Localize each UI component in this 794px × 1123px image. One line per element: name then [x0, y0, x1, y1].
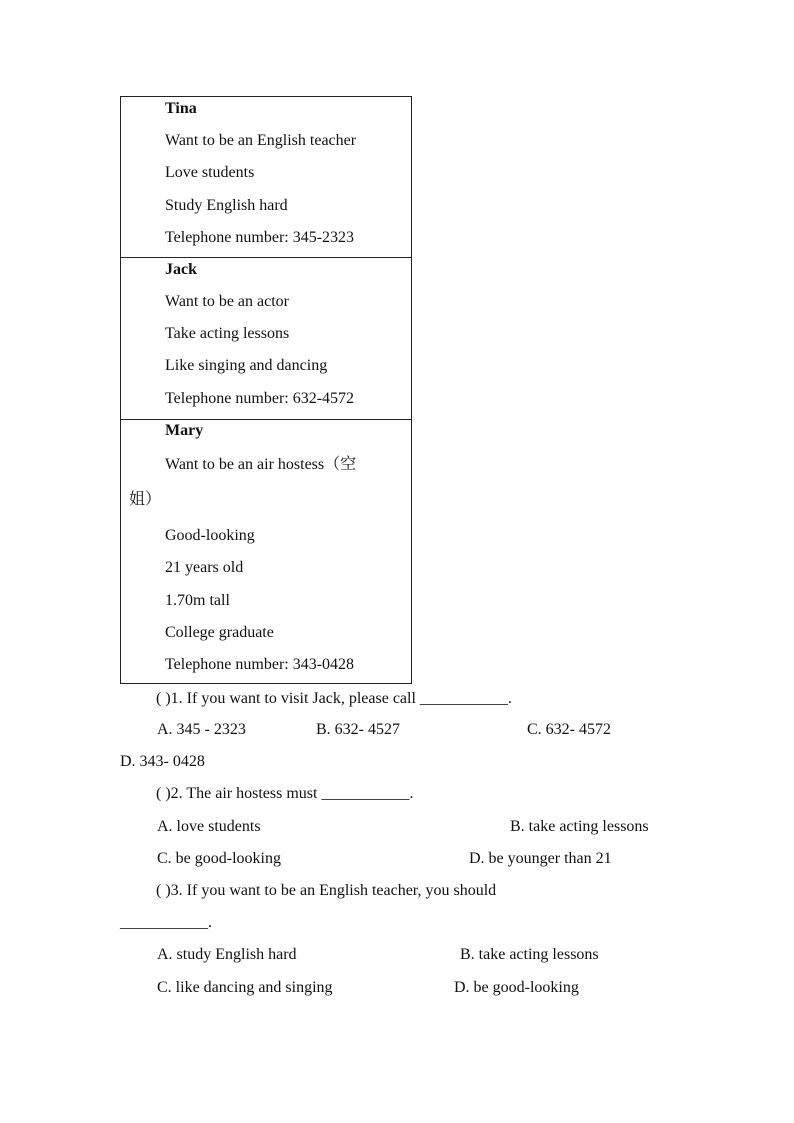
question-2-option-c: C. be good-looking: [157, 850, 281, 867]
profile-line: Want to be an actor: [165, 293, 289, 310]
profile-line: 1.70m tall: [165, 592, 230, 609]
question-3-option-d: D. be good-looking: [454, 979, 579, 996]
question-3-option-c: C. like dancing and singing: [157, 979, 333, 996]
question-2-option-a: A. love students: [157, 818, 261, 835]
profile-line: College graduate: [165, 624, 274, 641]
question-1-option-c: C. 632- 4572: [527, 721, 611, 738]
question-2-option-b: B. take acting lessons: [510, 818, 649, 835]
profile-line: Like singing and dancing: [165, 357, 328, 374]
profile-name: Jack: [165, 261, 197, 278]
profile-line: Want to be an English teacher: [165, 132, 357, 149]
question-3-option-b: B. take acting lessons: [460, 946, 599, 963]
profile-tina: [121, 97, 411, 258]
profile-line-wrap: 姐）: [129, 491, 162, 508]
profile-mary: [121, 420, 411, 683]
profile-table: [120, 96, 412, 684]
question-3-stem-wrap: ___________.: [120, 914, 212, 931]
profile-telephone: Telephone number: 345-2323: [165, 229, 355, 246]
profile-line: Take acting lessons: [165, 325, 290, 342]
question-1-option-d: D. 343- 0428: [120, 753, 205, 770]
profile-line: Love students: [165, 164, 255, 181]
profile-line: 21 years old: [165, 559, 244, 576]
question-2-option-d: D. be younger than 21: [469, 850, 612, 867]
question-1-stem: ( )1. If you want to visit Jack, please call ___________.: [156, 690, 512, 707]
profile-line: Want to be an air hostess（空: [165, 456, 357, 473]
profile-telephone: Telephone number: 632-4572: [165, 390, 355, 407]
question-1-option-a: A. 345 - 2323: [157, 721, 246, 738]
question-3-option-a: A. study English hard: [157, 946, 297, 963]
profile-line: Good-looking: [165, 527, 255, 544]
profile-name: Tina: [165, 100, 197, 117]
profile-line: Study English hard: [165, 197, 288, 214]
question-1-option-b: B. 632- 4527: [316, 721, 400, 738]
question-2-stem: ( )2. The air hostess must ___________.: [156, 785, 414, 802]
question-3-stem: ( )3. If you want to be an English teacher, you should: [156, 882, 497, 899]
profile-telephone: Telephone number: 343-0428: [165, 656, 355, 673]
profile-name: Mary: [165, 422, 204, 439]
profile-jack: [121, 258, 411, 420]
